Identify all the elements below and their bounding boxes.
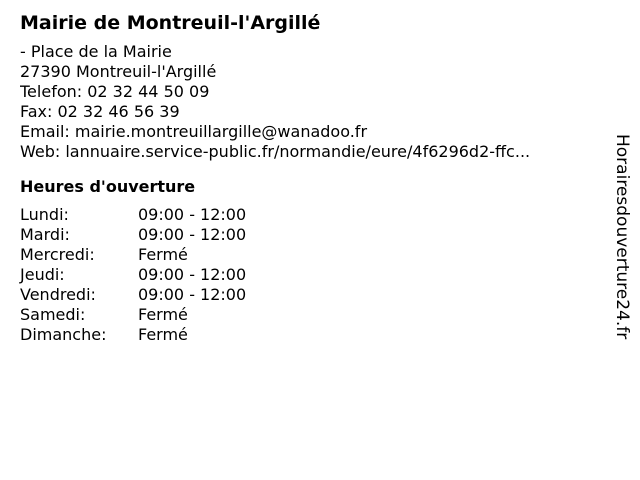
phone-line: Telefon: 02 32 44 50 09 [20,82,210,101]
hours-row-friday [20,285,600,305]
hours-time: 09:00 - 12:00 [138,225,247,244]
hours-time: 09:00 - 12:00 [138,285,247,304]
hours-day: Dimanche: [20,325,107,344]
opening-hours-heading: Heures d'ouverture [20,177,196,196]
hours-day: Mardi: [20,225,70,244]
address-street: - Place de la Mairie [20,42,172,61]
hours-day: Samedi: [20,305,86,324]
email-line: Email: mairie.montreuillargille@wanadoo.fr [20,122,368,141]
hours-day: Vendredi: [20,285,96,304]
hours-time: Fermé [138,245,188,264]
hours-row-thursday [20,265,600,285]
hours-row-wednesday [20,245,600,265]
site-watermark: Horairesdouverture24.fr [612,134,632,340]
address-city: 27390 Montreuil-l'Argillé [20,62,217,81]
page-title: Mairie de Montreuil-l'Argillé [20,12,321,34]
hours-row-sunday [20,325,600,345]
hours-row-monday [20,205,600,225]
hours-day: Mercredi: [20,245,95,264]
hours-time: 09:00 - 12:00 [138,205,247,224]
opening-hours-list [20,205,600,345]
hours-time: Fermé [138,325,188,344]
hours-row-saturday [20,305,600,325]
hours-row-tuesday [20,225,600,245]
hours-day: Lundi: [20,205,69,224]
hours-time: 09:00 - 12:00 [138,265,247,284]
hours-time: Fermé [138,305,188,324]
fax-line: Fax: 02 32 46 56 39 [20,102,180,121]
hours-day: Jeudi: [20,265,65,284]
address-block [20,42,600,162]
info-card [20,10,600,345]
web-line: Web: lannuaire.service-public.fr/normandie/eure/4f6296d2-ffc... [20,142,531,161]
